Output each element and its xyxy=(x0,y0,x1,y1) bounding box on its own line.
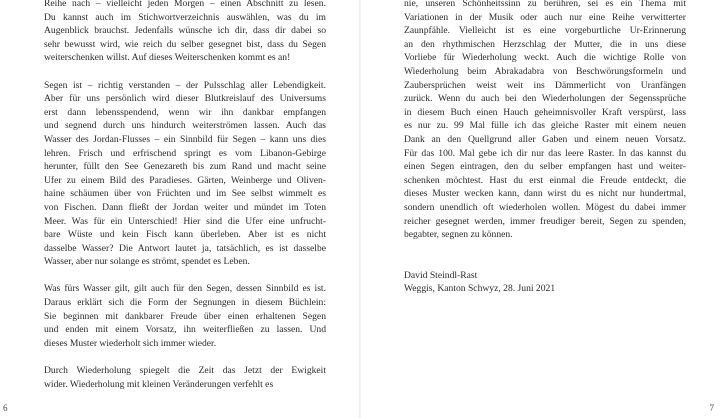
left-page-text xyxy=(44,0,326,391)
text-line: bare Wüste und kein Fisch kann überleben. Aber ist es nicht xyxy=(44,229,326,241)
text-line: Du kannst auch im Stichwortverzeichnis auswählen, was du im xyxy=(44,11,326,23)
text-line: Zaubersprüchen weist weit ins Dämmerlicht von Uranfängen xyxy=(404,79,686,91)
text-line: weiterschenken willst. Auf dieses Weiterschenken kommt es an! xyxy=(44,52,291,64)
text-line: Ufer zu einem Bild des Paradieses. Gärten, Weinberge und Oliven- xyxy=(44,174,326,186)
text-line: dasselbe Wasser? Die Antwort lautet ja, tatsächlich, es ist dasselbe xyxy=(44,242,326,254)
text-line: Augenblick brauchst. Jedenfalls wünsche ich dir, dass dir dabei so xyxy=(44,25,326,37)
text-line: sehr bewusst wird, wie reich du selber gesegnet bist, dass du Segen xyxy=(44,38,326,50)
text-line: lehren. Frisch und erfrischend springt es vom Libanon-Gebirge xyxy=(44,147,326,159)
text-line: schenken möchtest. Hast du erst einmal die Freude entdeckt, die xyxy=(404,174,686,186)
text-line: Aber für uns persönlich wird dieser Blutkreislauf des Universums xyxy=(44,93,326,105)
text-line: wider. Wiederholung mit kleinen Veränderungen verfehlt es xyxy=(44,378,274,390)
text-line: nie, unseren Schönheitssinn zu berühren, sei es ein Thema mit xyxy=(404,0,686,9)
paragraph xyxy=(44,364,326,391)
text-line: Wiederholung beim Abrakadabra von Beschwörungsformeln und xyxy=(404,65,686,77)
text-line: begabter, segnen zu können. xyxy=(404,229,513,241)
text-line: Zaunpfähle. Vielleicht ist es eine vorgeburtliche Ur-Erinnerung xyxy=(404,25,686,37)
place-date: Weggis, Kanton Schwyz, 28. Juni 2021 xyxy=(404,283,556,295)
paragraph xyxy=(44,79,326,269)
page-number-right: 7 xyxy=(709,403,714,413)
text-line: haine schäumen über von Früchten und im See selbst wimmelt es xyxy=(44,188,326,200)
text-line: dieses Muster wecken kann, dann wirst du es nicht nur hundertmal, xyxy=(404,188,686,200)
text-line: herunter, füllt den See Genezareth bis zum Rand und macht seine xyxy=(44,161,326,173)
text-line: Sie beginnen mit dankbarer Freude über einen erhaltenen Segen xyxy=(44,310,326,322)
text-line: dieses Muster wiederholt sich immer wieder. xyxy=(44,337,217,349)
text-line: Was fürs Wasser gilt, gilt auch für den Segen, dessen Sinnbild es ist. xyxy=(44,283,326,295)
text-line: Durch Wiederholung spiegelt die Zeit das Jetzt der Ewigkeit xyxy=(44,365,326,377)
text-line: Vorliebe für Wiederholung weckt. Auch die wichtige Rolle von xyxy=(404,52,686,64)
text-line: zurück. Wenn du auch bei den Wiederholungen der Segenssprüche xyxy=(404,93,686,105)
right-page-text xyxy=(404,0,686,296)
author-name: David Steindl-Rast xyxy=(404,269,478,281)
text-line: einen Segen eintragen, den du selber empfangen hast und weiter- xyxy=(404,161,686,173)
text-line: Für das 100. Mal gebe ich dir nur das leere Raster. In das kannst du xyxy=(404,147,686,159)
text-line: von Fischen. Dann fließt der Jordan weiter und mündet im Toten xyxy=(44,201,326,213)
paragraph xyxy=(44,0,326,65)
text-line: und segnend durch uns hindurch weiterströmen lassen. Auch das xyxy=(44,120,326,132)
right-page xyxy=(360,0,720,418)
text-line: Wasser des Jordan-Flusses – ein Sinnbild für Segen – kann uns dies xyxy=(44,133,326,145)
text-line: Daraus erklärt sich die Form der Segnungen in diesem Büchlein: xyxy=(44,297,326,309)
text-line: Reihe nach – vielleicht jeden Morgen – einen Abschnitt zu lesen. xyxy=(44,0,326,9)
text-line: Segen ist – richtig verstanden – der Pulsschlag aller Lebendigkeit. xyxy=(44,79,326,91)
text-line: Wasser, aber nur solange es strömt, spendet es Leben. xyxy=(44,256,250,268)
text-line: es nur zu. 99 Mal fülle ich das gleiche Raster mit einem neuen xyxy=(404,120,686,132)
paragraph xyxy=(44,282,326,350)
text-line: Dank an den Quellgrund aller Gaben und einem neuen Vorsatz. xyxy=(404,133,686,145)
text-line: sondern unendlich oft wiederholen wollen. Mögest du dabei immer xyxy=(404,201,686,213)
text-line: Variationen in der Musik oder auch nur eine Reihe verwitterter xyxy=(404,11,686,23)
text-line: Meer. Was für ein Unterschied! Hier sind die Ufer eine unfrucht- xyxy=(44,215,326,227)
text-line: reicher gesegnet werden, immer freudiger bereit, Segen zu spenden, xyxy=(404,215,686,227)
text-line: an den rhythmischen Herzschlag der Mutter, die in uns diese xyxy=(404,38,686,50)
text-line: und enden mit einem Vorsatz, ihn weiterfließen zu lassen. Und xyxy=(44,324,326,336)
text-line: in diesem Buch einen Hauch geheimnisvoller Kraft verspürst, lass xyxy=(404,106,686,118)
page-number-left: 6 xyxy=(3,403,8,413)
paragraph xyxy=(404,0,686,242)
text-line: erst dann lebensspendend, wenn wir ihn dankbar empfangen xyxy=(44,106,326,118)
